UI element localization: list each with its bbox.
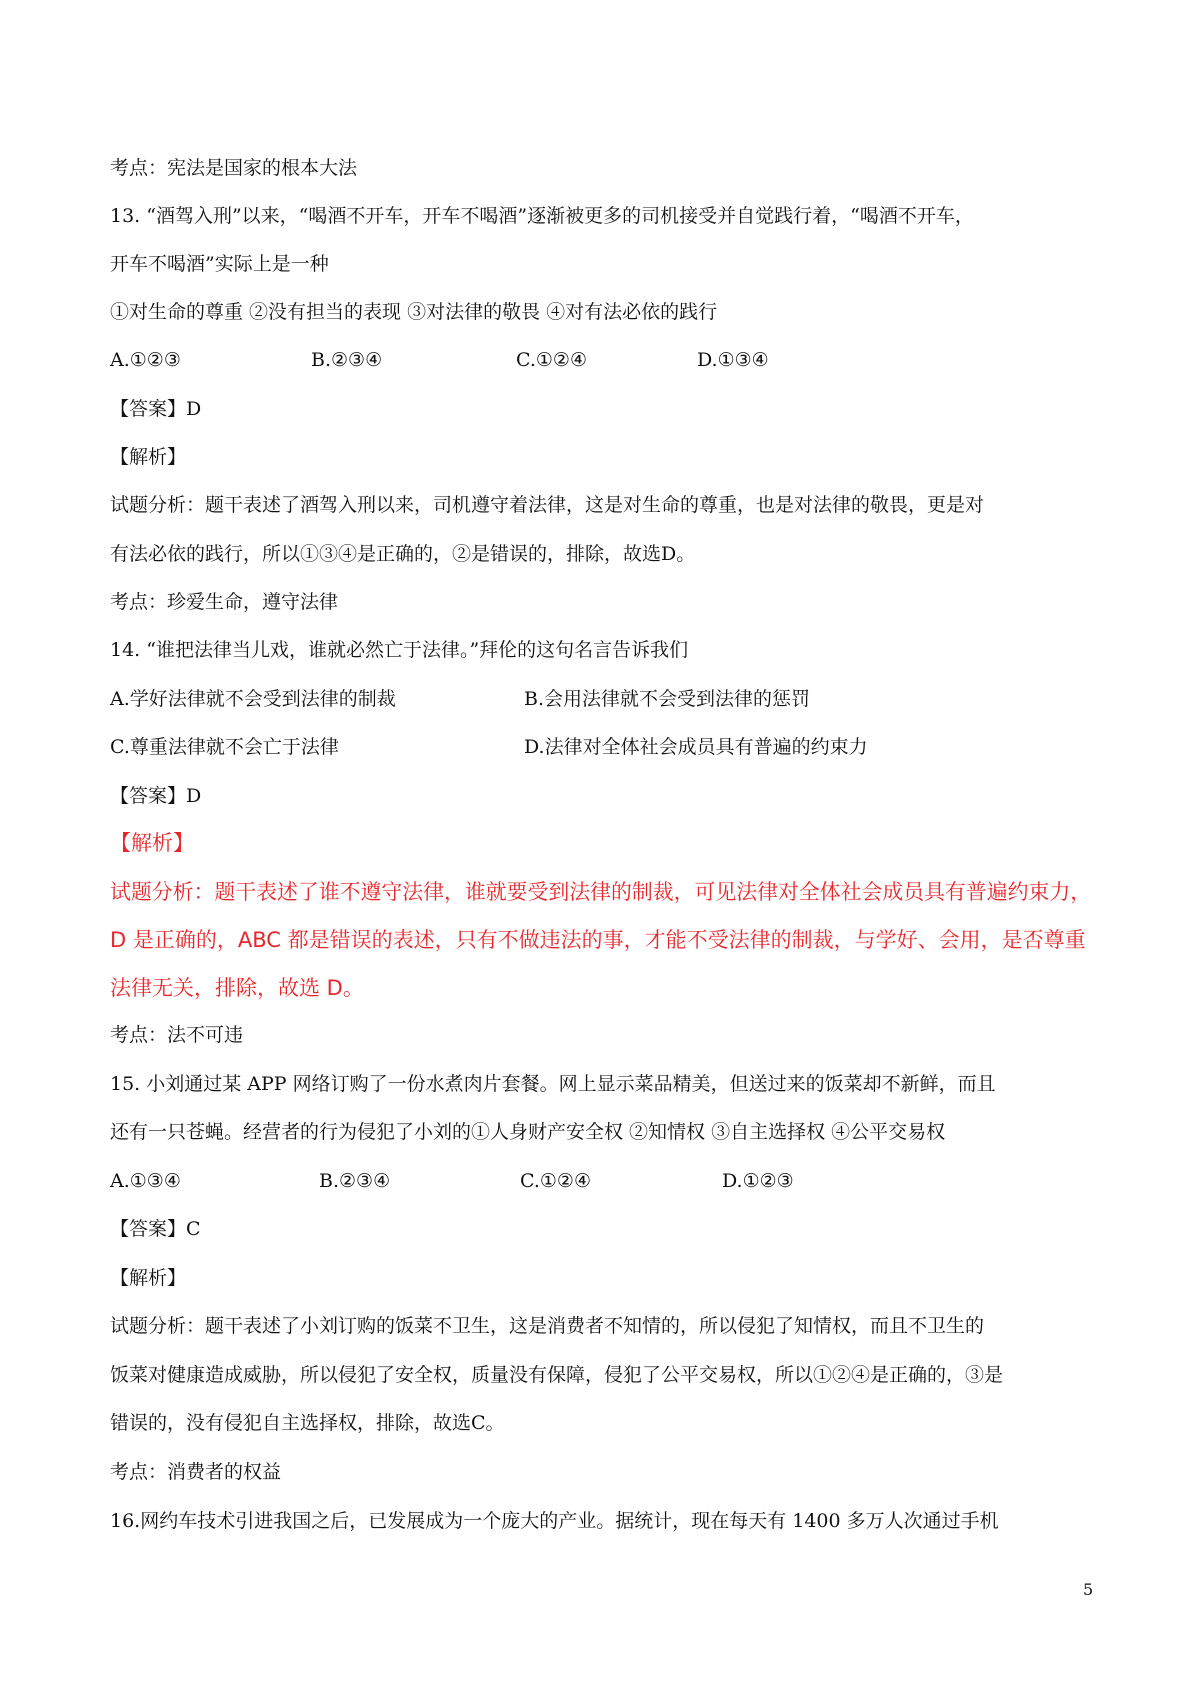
- q15-option-d: D.①②③: [722, 1170, 794, 1192]
- q14-option-a: A.学好法律就不会受到法律的制裁: [110, 688, 396, 710]
- q12-kaodian: 考点：宪法是国家的根本大法: [110, 157, 358, 179]
- q13-answer: 【答案】D: [110, 398, 202, 420]
- q15-analysis-line1: 试题分析：题干表述了小刘订购的饭菜不卫生，这是消费者不知情的，所以侵犯了知情权，而且不卫生的: [110, 1315, 985, 1337]
- q14-analysis-line3: 法律无关，排除，故选 D。: [110, 976, 364, 1000]
- q13-stem-line1: 13. “酒驾入刑”以来，“喝酒不开车，开车不喝酒”逐渐被更多的司机接受并自觉践行着，“喝酒不开车，: [110, 205, 974, 227]
- q15-kaodian: 考点：消费者的权益: [110, 1461, 282, 1483]
- page-number: 5: [1083, 1580, 1094, 1599]
- q15-jiexi-heading: 【解析】: [110, 1267, 187, 1289]
- q14-option-c: C.尊重法律就不会亡于法律: [110, 736, 339, 758]
- q14-option-b: B.会用法律就不会受到法律的惩罚: [524, 688, 811, 710]
- q15-option-c: C.①②④: [520, 1170, 591, 1192]
- q14-analysis-line2: D 是正确的，ABC 都是错误的表述，只有不做违法的事，才能不受法律的制裁，与学好、会用，是否尊重: [110, 928, 1086, 952]
- q13-option-d: D.①③④: [697, 349, 769, 371]
- q15-answer: 【答案】C: [110, 1218, 201, 1240]
- q15-stem-line1: 15. 小刘通过某 APP 网络订购了一份水煮肉片套餐。网上显示菜品精美，但送过来的饭菜却不新鲜，而且: [110, 1073, 996, 1095]
- q13-option-b: B.②③④: [311, 349, 383, 371]
- q15-option-b: B.②③④: [319, 1170, 391, 1192]
- q13-analysis-line2: 有法必依的践行，所以①③④是正确的，②是错误的，排除，故选D。: [110, 543, 696, 565]
- q13-option-c: C.①②④: [516, 349, 587, 371]
- q14-answer: 【答案】D: [110, 785, 202, 807]
- q15-analysis-line3: 错误的，没有侵犯自主选择权，排除，故选C。: [110, 1412, 505, 1434]
- q16-stem-line1: 16.网约车技术引进我国之后，已发展成为一个庞大的产业。据统计，现在每天有 1400 多万人次通过手机: [110, 1510, 999, 1532]
- q13-statements: ①对生命的尊重 ②没有担当的表现 ③对法律的敬畏 ④对有法必依的践行: [110, 301, 718, 323]
- q14-kaodian: 考点：法不可违: [110, 1024, 244, 1046]
- q15-analysis-line2: 饭菜对健康造成威胁，所以侵犯了安全权，质量没有保障，侵犯了公平交易权，所以①②④是正确的，③是: [110, 1364, 1004, 1386]
- q13-analysis-line1: 试题分析：题干表述了酒驾入刑以来，司机遵守着法律，这是对生命的尊重，也是对法律的敬畏，更是对: [110, 494, 985, 516]
- q14-option-d: D.法律对全体社会成员具有普遍的约束力: [524, 736, 868, 758]
- q13-stem-line2: 开车不喝酒”实际上是一种: [110, 253, 329, 275]
- q14-analysis-line1: 试题分析：题干表述了谁不遵守法律，谁就要受到法律的制裁，可见法律对全体社会成员具有普遍约束力，: [110, 880, 1092, 904]
- q14-jiexi-heading: 【解析】: [110, 831, 194, 855]
- q15-option-a: A.①③④: [110, 1170, 181, 1192]
- q14-stem: 14. “谁把法律当儿戏，谁就必然亡于法律。”拜伦的这句名言告诉我们: [110, 639, 689, 661]
- q15-stem-line2: 还有一只苍蝇。经营者的行为侵犯了小刘的①人身财产安全权 ②知情权 ③自主选择权 ④公平交易权: [110, 1121, 946, 1143]
- q13-kaodian: 考点：珍爱生命，遵守法律: [110, 591, 339, 613]
- q13-jiexi-heading: 【解析】: [110, 446, 187, 468]
- q13-option-a: A.①②③: [110, 349, 181, 371]
